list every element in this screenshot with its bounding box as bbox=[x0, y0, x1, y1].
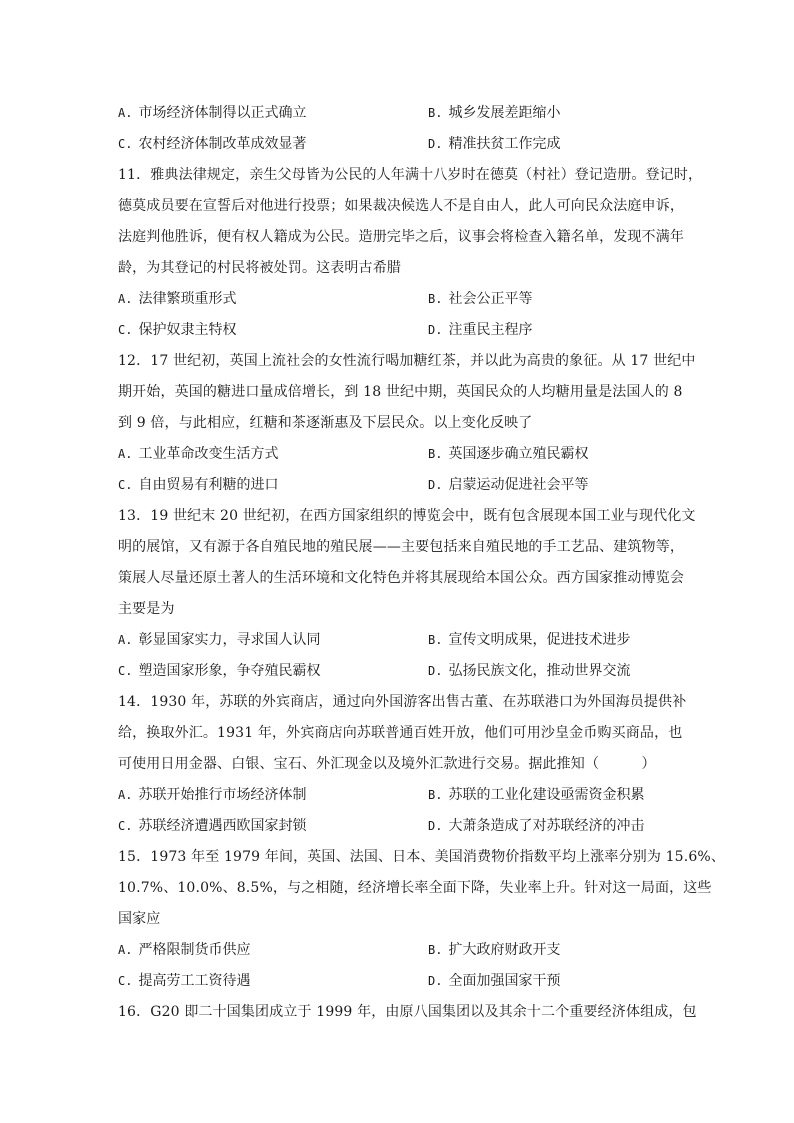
question-stem-line: 主要是为 bbox=[118, 601, 175, 617]
question-stem-line: 11．雅典法律规定，亲生父母皆为公民的人年满十八岁时在德莫（村社）登记造册。登记时， bbox=[118, 167, 703, 183]
question-11 bbox=[118, 160, 703, 346]
option-row bbox=[118, 780, 678, 811]
option-row bbox=[118, 935, 678, 966]
option-text: 苏联开始推行市场经济体制 bbox=[138, 787, 307, 803]
option-text: 市场经济体制得以正式确立 bbox=[138, 105, 307, 121]
option-row bbox=[118, 811, 678, 842]
option-a[interactable] bbox=[118, 625, 428, 656]
option-text: 注重民主程序 bbox=[448, 322, 533, 338]
option-c[interactable] bbox=[118, 656, 428, 687]
option-text: 宣传文明成果，促进技术进步 bbox=[448, 632, 631, 648]
option-b[interactable] bbox=[428, 625, 678, 656]
option-text: 扩大政府财政开支 bbox=[448, 942, 561, 958]
option-text: 彰显国家实力，寻求国人认同 bbox=[138, 632, 321, 648]
option-text: 自由贸易有利糖的进口 bbox=[138, 477, 279, 493]
option-letter: D. bbox=[428, 137, 443, 151]
option-b[interactable] bbox=[428, 439, 678, 470]
question-16 bbox=[118, 997, 697, 1028]
question-stem-line: 14．1930 年，苏联的外宾商店，通过向外国游客出售古董、在苏联港口为外国海员提供补 bbox=[118, 694, 687, 710]
option-text: 大萧条造成了对苏联经济的冲击 bbox=[448, 818, 645, 834]
option-text: 严格限制货币供应 bbox=[138, 942, 251, 958]
option-text: 英国逐步确立殖民霸权 bbox=[448, 446, 589, 462]
question-stem-line: 策展人尽量还原土著人的生活环境和文化特色并将其展现给本国公众。西方国家推动博览会 bbox=[118, 570, 684, 586]
option-letter: B. bbox=[428, 106, 443, 120]
question-stem-line: 到 9 倍，与此相应，红糖和茶逐渐惠及下层民众。以上变化反映了 bbox=[118, 415, 533, 431]
question-10-options bbox=[118, 98, 678, 160]
option-b[interactable] bbox=[428, 284, 678, 315]
option-letter: D. bbox=[428, 974, 443, 988]
question-stem-line: 12．17 世纪初，英国上流社会的女性流行喝加糖红茶，并以此为高贵的象征。从 17 世纪中 bbox=[118, 353, 696, 369]
option-b[interactable] bbox=[428, 98, 678, 129]
option-letter: A. bbox=[118, 292, 133, 306]
option-b[interactable] bbox=[428, 780, 678, 811]
question-stem-line: 法庭判他胜诉，便有权人籍成为公民。造册完毕之后，议事会将检查入籍名单，发现不满年 bbox=[118, 229, 684, 245]
option-text: 启蒙运动促进社会平等 bbox=[448, 477, 589, 493]
option-row bbox=[118, 625, 678, 656]
option-c[interactable] bbox=[118, 129, 428, 160]
option-c[interactable] bbox=[118, 811, 428, 842]
option-d[interactable] bbox=[428, 656, 678, 687]
option-letter: D. bbox=[428, 323, 443, 337]
question-14 bbox=[118, 687, 687, 842]
option-text: 法律繁琐重形式 bbox=[138, 291, 237, 307]
option-letter: A. bbox=[118, 106, 133, 120]
question-stem-line: 期开始，英国的糖进口量成倍增长，到 18 世纪中期，英国民众的人均糖用量是法国人的 8 bbox=[118, 384, 683, 400]
option-c[interactable] bbox=[118, 315, 428, 346]
question-stem-line: 明的展馆，又有源于各自殖民地的殖民展——主要包括来自殖民地的手工艺品、建筑物等， bbox=[118, 539, 684, 555]
option-d[interactable] bbox=[428, 811, 678, 842]
option-d[interactable] bbox=[428, 315, 678, 346]
option-letter: C. bbox=[118, 664, 133, 678]
option-letter: A. bbox=[118, 788, 133, 802]
option-row bbox=[118, 129, 678, 160]
option-row bbox=[118, 98, 678, 129]
option-text: 工业革命改变生活方式 bbox=[138, 446, 279, 462]
option-letter: C. bbox=[118, 323, 133, 337]
option-d[interactable] bbox=[428, 470, 678, 501]
question-stem-line: 给，换取外汇。1931 年，外宾商店向苏联普通百姓开放，他们可用沙皇金币购买商品，也 bbox=[118, 725, 683, 741]
option-text: 苏联的工业化建设亟需资金积累 bbox=[448, 787, 645, 803]
option-text: 弘扬民族文化，推动世界交流 bbox=[448, 663, 631, 679]
option-d[interactable] bbox=[428, 129, 678, 160]
option-a[interactable] bbox=[118, 439, 428, 470]
option-a[interactable] bbox=[118, 935, 428, 966]
option-letter: C. bbox=[118, 478, 133, 492]
option-text: 农村经济体制改革成效显著 bbox=[138, 136, 307, 152]
option-text: 苏联经济遭遇西欧国家封锁 bbox=[138, 818, 307, 834]
option-letter: D. bbox=[428, 819, 443, 833]
option-letter: B. bbox=[428, 447, 443, 461]
question-stem-line: 15．1973 年至 1979 年间，英国、法国、日本、美国消费物价指数平均上涨率分别为 15.6%、 bbox=[118, 849, 725, 865]
option-letter: D. bbox=[428, 664, 443, 678]
question-stem-line: 德莫成员要在宣誓后对他进行投票；如果裁决候选人不是自由人，此人可向民众法庭申诉， bbox=[118, 198, 684, 214]
question-stem-line: 国家应 bbox=[118, 911, 161, 927]
option-letter: C. bbox=[118, 819, 133, 833]
option-text: 塑造国家形象，争夺殖民霸权 bbox=[138, 663, 321, 679]
option-a[interactable] bbox=[118, 284, 428, 315]
option-letter: A. bbox=[118, 633, 133, 647]
option-row bbox=[118, 966, 678, 997]
option-row bbox=[118, 284, 678, 315]
question-stem-line: 13．19 世纪末 20 世纪初，在西方国家组织的博览会中，既有包含展现本国工业与现代化文 bbox=[118, 508, 696, 524]
option-c[interactable] bbox=[118, 966, 428, 997]
option-text: 全面加强国家干预 bbox=[448, 973, 561, 989]
question-stem-line: 16．G20 即二十国集团成立于 1999 年，由原八国集团以及其余十二个重要经济体组成，包 bbox=[118, 1004, 697, 1020]
option-text: 城乡发展差距缩小 bbox=[448, 105, 561, 121]
option-row bbox=[118, 470, 678, 501]
question-13 bbox=[118, 501, 696, 687]
option-letter: B. bbox=[428, 788, 443, 802]
option-row bbox=[118, 439, 678, 470]
option-letter: C. bbox=[118, 974, 133, 988]
question-stem-line: 龄，为其登记的村民将被处罚。这表明古希腊 bbox=[118, 260, 401, 276]
question-stem-line: 可使用日用金器、白银、宝石、外汇现金以及境外汇款进行交易。据此推知（ ） bbox=[118, 756, 656, 772]
option-letter: B. bbox=[428, 943, 443, 957]
option-row bbox=[118, 315, 678, 346]
option-text: 社会公正平等 bbox=[448, 291, 533, 307]
option-a[interactable] bbox=[118, 98, 428, 129]
option-letter: B. bbox=[428, 292, 443, 306]
question-12 bbox=[118, 346, 696, 501]
question-content bbox=[118, 98, 725, 1028]
question-stem-line: 10.7%、10.0%、8.5%，与之相随，经济增长率全面下降，失业率上升。针对这一局面，这些 bbox=[118, 880, 712, 896]
option-d[interactable] bbox=[428, 966, 678, 997]
option-text: 保护奴隶主特权 bbox=[138, 322, 237, 338]
option-row bbox=[118, 656, 678, 687]
question-15 bbox=[118, 842, 725, 997]
option-letter: D. bbox=[428, 478, 443, 492]
option-a[interactable] bbox=[118, 780, 428, 811]
option-text: 提高劳工工资待遇 bbox=[138, 973, 251, 989]
option-letter: C. bbox=[118, 137, 133, 151]
option-b[interactable] bbox=[428, 935, 678, 966]
option-letter: A. bbox=[118, 943, 133, 957]
option-c[interactable] bbox=[118, 470, 428, 501]
option-letter: B. bbox=[428, 633, 443, 647]
option-letter: A. bbox=[118, 447, 133, 461]
option-text: 精准扶贫工作完成 bbox=[448, 136, 561, 152]
